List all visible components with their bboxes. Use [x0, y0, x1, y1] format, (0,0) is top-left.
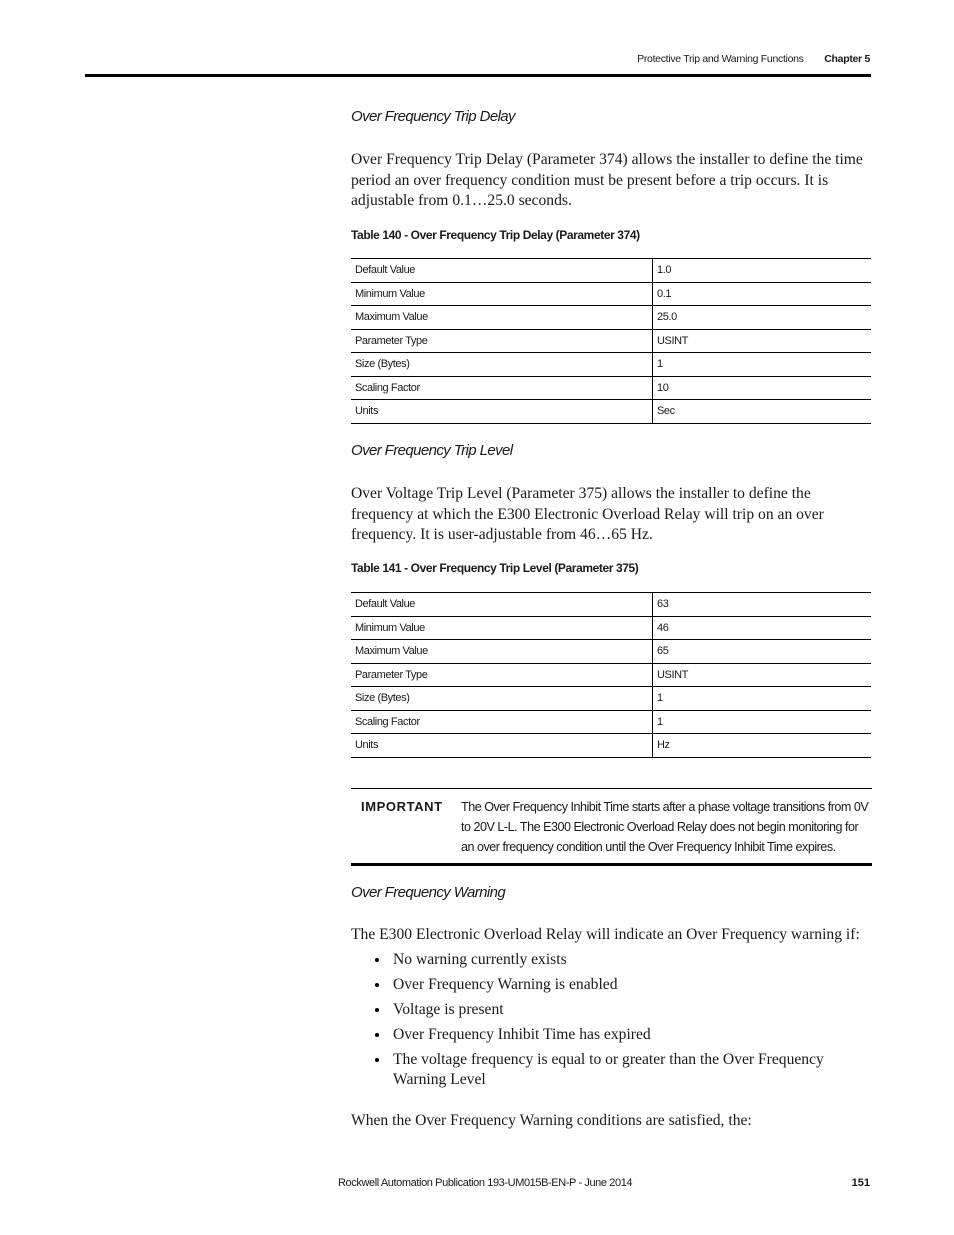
list-item [351, 1050, 876, 1090]
running-header [637, 53, 870, 65]
row-value: USINT [653, 329, 872, 353]
section-heading-warning: Over Frequency Warning [351, 884, 506, 901]
row-label: Size (Bytes) [351, 353, 653, 377]
page-number: 151 [851, 1177, 870, 1189]
row-value: 25.0 [653, 306, 872, 330]
table-row [351, 710, 871, 734]
row-value: 1.0 [653, 259, 872, 283]
list-item-text: No warning currently exists [393, 951, 567, 968]
list-item-text: Voltage is present [393, 1001, 504, 1018]
table-caption-141: Table 141 - Over Frequency Trip Level (Parameter 375) [351, 561, 639, 575]
list-item-text: Over Frequency Inhibit Time has expired [393, 1026, 651, 1043]
important-text: The Over Frequency Inhibit Time starts after a phase voltage transitions from 0V to 20V L-L. The E300 Electronic Overload Relay does not begin monitoring for an over frequency condition until the Over Frequency Inhibit Time expires. [461, 800, 869, 854]
table-row [351, 329, 871, 353]
table-caption-140: Table 140 - Over Frequency Trip Delay (Parameter 374) [351, 228, 640, 242]
table-row [351, 306, 871, 330]
row-value: 63 [653, 593, 872, 617]
table-row [351, 353, 871, 377]
table-row [351, 400, 871, 424]
table-row [351, 376, 871, 400]
paragraph-trip-level: Over Voltage Trip Level (Parameter 375) allows the installer to define the frequency at which the E300 Electronic Overload Relay will trip on an over frequency. It is user-adjustable from 46…65 Hz. [351, 485, 824, 543]
row-label: Minimum Value [351, 282, 653, 306]
row-value: 10 [653, 376, 872, 400]
list-item-text: The voltage frequency is equal to or greater than the Over Frequency Warning Level [393, 1051, 824, 1088]
table-row [351, 282, 871, 306]
header-chapter: Chapter 5 [824, 53, 870, 65]
row-label: Maximum Value [351, 306, 653, 330]
table-row [351, 593, 871, 617]
list-item [351, 1025, 876, 1045]
table-row [351, 687, 871, 711]
section-heading-trip-level: Over Frequency Trip Level [351, 442, 513, 459]
warning-conditions-list [351, 950, 876, 1095]
row-value: USINT [653, 663, 872, 687]
list-item [351, 1000, 876, 1020]
table-trip-level [351, 592, 871, 758]
table-row [351, 616, 871, 640]
row-label: Units [351, 400, 653, 424]
row-label: Minimum Value [351, 616, 653, 640]
bullet-icon [375, 1033, 379, 1037]
row-label: Units [351, 734, 653, 758]
table-trip-delay [351, 258, 871, 424]
row-value: 1 [653, 353, 872, 377]
row-label: Scaling Factor [351, 710, 653, 734]
row-label: Default Value [351, 259, 653, 283]
table-row [351, 640, 871, 664]
header-section-title: Protective Trip and Warning Functions [637, 53, 804, 65]
row-label: Parameter Type [351, 329, 653, 353]
row-value: Hz [653, 734, 872, 758]
table-row [351, 259, 871, 283]
row-value: 0.1 [653, 282, 872, 306]
row-value: 65 [653, 640, 872, 664]
bullet-icon [375, 1008, 379, 1012]
row-label: Scaling Factor [351, 376, 653, 400]
paragraph-warning-closing: When the Over Frequency Warning conditions are satisfied, the: [351, 1112, 752, 1129]
row-value: 46 [653, 616, 872, 640]
paragraph-trip-delay: Over Frequency Trip Delay (Parameter 374) allows the installer to define the time period an over frequency condition must be present before a trip occurs. It is adjustable from 0.1…25.0 seconds. [351, 151, 863, 209]
important-label: IMPORTANT [361, 799, 443, 814]
list-item [351, 950, 876, 970]
row-value: 1 [653, 687, 872, 711]
row-label: Parameter Type [351, 663, 653, 687]
bullet-icon [375, 958, 379, 962]
table-row [351, 663, 871, 687]
important-callout [351, 788, 872, 866]
list-item-text: Over Frequency Warning is enabled [393, 976, 618, 993]
row-value: 1 [653, 710, 872, 734]
paragraph-warning-intro: The E300 Electronic Overload Relay will indicate an Over Frequency warning if: [351, 926, 860, 943]
row-value: Sec [653, 400, 872, 424]
list-item [351, 975, 876, 995]
row-label: Maximum Value [351, 640, 653, 664]
header-rule [85, 74, 871, 77]
bullet-icon [375, 983, 379, 987]
row-label: Default Value [351, 593, 653, 617]
bullet-icon [375, 1058, 379, 1062]
footer-publication: Rockwell Automation Publication 193-UM015B-EN-P - June 2014 [338, 1177, 633, 1189]
section-heading-trip-delay: Over Frequency Trip Delay [351, 108, 515, 125]
table-row [351, 734, 871, 758]
row-label: Size (Bytes) [351, 687, 653, 711]
